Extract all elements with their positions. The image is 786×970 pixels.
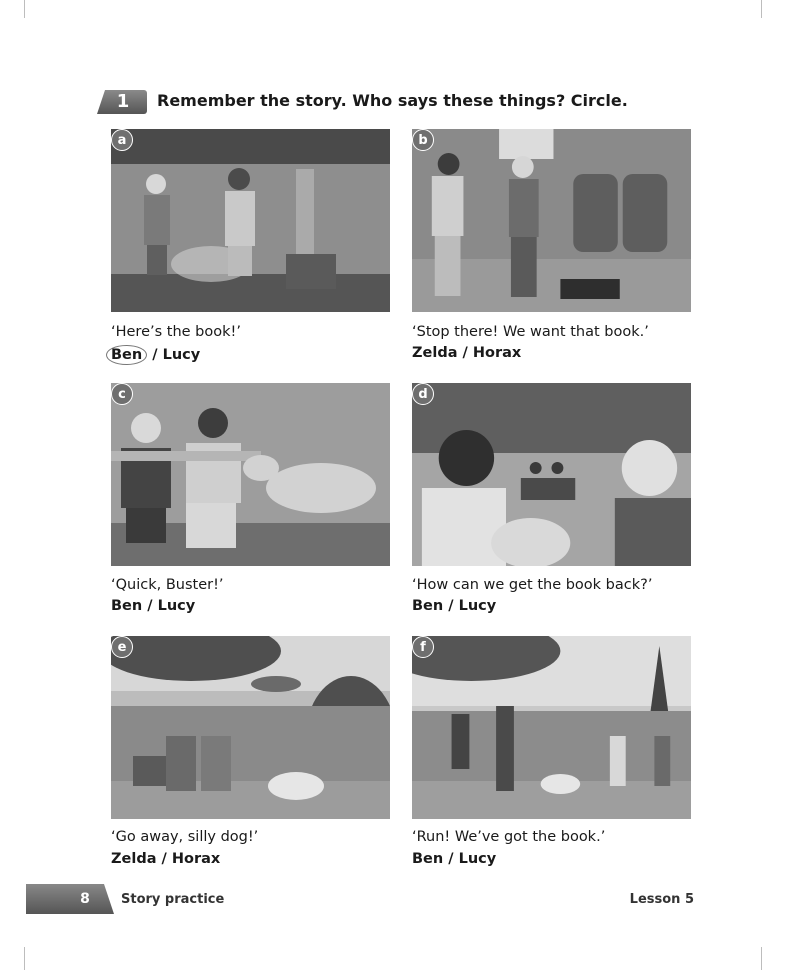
photo-cellar-scene: [111, 129, 390, 312]
photo-running-scene: [412, 636, 691, 819]
item-letter-badge: c: [111, 383, 133, 405]
item-letter-badge: b: [412, 129, 434, 151]
answer-options: [412, 598, 496, 614]
exercise-instruction: Remember the story. Who says these things? Circle.: [157, 91, 628, 110]
answer-option[interactable]: Lucy: [162, 347, 201, 363]
crop-mark: [761, 0, 762, 18]
item-letter-badge: a: [111, 129, 133, 151]
lesson-label: Lesson 5: [629, 892, 694, 907]
answer-options: [412, 851, 496, 867]
answer-separator: /: [457, 345, 473, 361]
answer-option[interactable]: Horax: [171, 851, 221, 867]
photo-barrels-scene: [412, 129, 691, 312]
crop-mark: [761, 947, 762, 970]
answer-separator: /: [443, 851, 459, 867]
answer-option-circled[interactable]: Ben: [106, 345, 147, 365]
answer-option[interactable]: Lucy: [157, 598, 196, 614]
answer-options: [111, 345, 200, 365]
photo-dog-attack-scene: [111, 636, 390, 819]
answer-options: [111, 598, 195, 614]
answer-separator: /: [443, 598, 459, 614]
photo-tied-up-scene: [111, 383, 390, 566]
answer-separator: /: [142, 598, 158, 614]
answer-separator: /: [156, 851, 172, 867]
item-quote: ‘Here’s the book!’: [111, 324, 241, 340]
answer-options: [111, 851, 220, 867]
answer-option[interactable]: Lucy: [458, 851, 497, 867]
crop-mark: [24, 0, 25, 18]
item-letter-badge: d: [412, 383, 434, 405]
item-quote: ‘Stop there! We want that book.’: [412, 324, 649, 340]
answer-option[interactable]: Ben: [412, 598, 444, 614]
item-letter-badge: e: [111, 636, 133, 658]
page-number: 8: [80, 891, 90, 907]
section-title: Story practice: [121, 892, 225, 907]
answer-option[interactable]: Horax: [472, 345, 522, 361]
photo-park-bench-scene: [412, 383, 691, 566]
crop-mark: [24, 947, 25, 970]
exercise-number: 1: [116, 91, 130, 112]
item-letter-badge: f: [412, 636, 434, 658]
item-quote: ‘Run! We’ve got the book.’: [412, 829, 606, 845]
answer-options: [412, 345, 521, 361]
item-quote: ‘How can we get the book back?’: [412, 577, 653, 593]
answer-option[interactable]: Ben: [412, 851, 444, 867]
answer-option[interactable]: Ben: [111, 598, 143, 614]
item-quote: ‘Go away, silly dog!’: [111, 829, 259, 845]
answer-separator: /: [147, 347, 163, 363]
answer-option[interactable]: Lucy: [458, 598, 497, 614]
answer-option[interactable]: Zelda: [412, 345, 458, 361]
item-quote: ‘Quick, Buster!’: [111, 577, 224, 593]
answer-option[interactable]: Zelda: [111, 851, 157, 867]
